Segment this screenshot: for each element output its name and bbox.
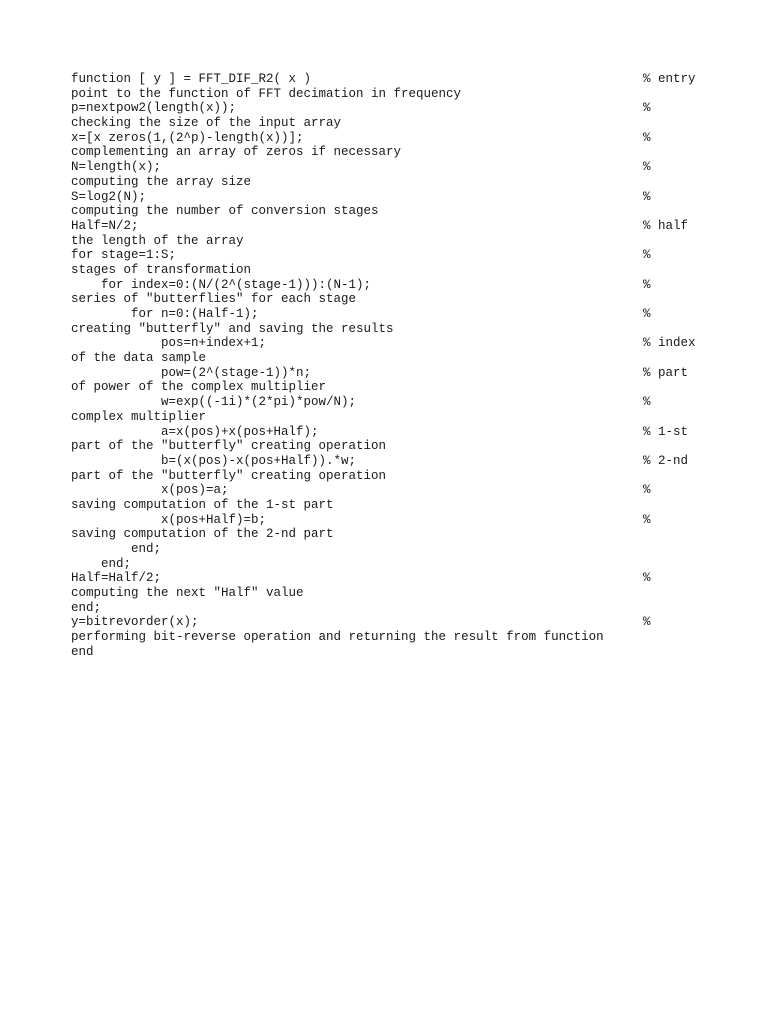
code-text: end; [71, 542, 162, 556]
code-comment: % [643, 189, 651, 204]
code-text: w=exp((-1i)*(2*pi)*pow/N); [71, 395, 357, 410]
code-line [71, 292, 711, 307]
code-line [71, 380, 711, 395]
code-line [71, 322, 711, 337]
code-text: part of the "butterfly" creating operation [71, 468, 387, 483]
code-comment: % half [643, 218, 689, 233]
code-comment: % [643, 483, 651, 498]
code-line [71, 425, 711, 440]
code-comment: % [643, 101, 651, 116]
code-line [71, 366, 711, 381]
code-text: end [71, 644, 94, 659]
code-line [71, 527, 711, 542]
code-text: for n=0:(Half-1); [71, 307, 259, 321]
code-line [71, 571, 711, 586]
code-line [71, 483, 711, 498]
code-text: saving computation of the 2-nd part [71, 527, 334, 542]
code-text: complementing an array of zeros if necessary [71, 145, 402, 160]
code-comment: % [643, 571, 651, 586]
code-comment: % 2-nd [643, 453, 689, 468]
code-line [71, 336, 711, 351]
code-comment: % [643, 615, 651, 630]
code-line [71, 601, 711, 616]
code-line [71, 248, 711, 263]
code-comment: % part [643, 365, 689, 380]
code-comment: % [643, 512, 651, 527]
code-comment: % 1-st [643, 424, 689, 439]
code-text: creating "butterfly" and saving the results [71, 321, 394, 336]
code-text: a=x(pos)+x(pos+Half); [71, 424, 319, 439]
code-line [71, 263, 711, 278]
code-text: S=log2(N); [71, 189, 147, 204]
code-text: computing the number of conversion stages [71, 204, 379, 219]
code-line [71, 204, 711, 219]
code-text: checking the size of the input array [71, 116, 342, 131]
code-text: function [ y ] = FFT_DIF_R2( x ) [71, 72, 312, 86]
code-comment: % [643, 160, 651, 175]
code-line [71, 219, 711, 234]
code-text: stages of transformation [71, 262, 252, 277]
code-text: point to the function of FFT decimation in frequency [71, 86, 462, 101]
code-text: computing the next "Half" value [71, 586, 304, 601]
code-line [71, 278, 711, 293]
code-text: for stage=1:S; [71, 248, 177, 263]
code-line [71, 630, 711, 645]
code-line [71, 234, 711, 249]
code-comment: % index [643, 336, 696, 351]
code-text: p=nextpow2(length(x)); [71, 101, 237, 116]
code-text: pow=(2^(stage-1))*n; [71, 365, 312, 380]
code-line [71, 542, 711, 557]
code-text: end; [71, 600, 102, 615]
code-line [71, 87, 711, 102]
code-comment: % [643, 395, 651, 410]
code-line [71, 454, 711, 469]
code-line [71, 190, 711, 205]
code-line [71, 615, 711, 630]
code-listing [71, 72, 711, 660]
code-line [71, 131, 711, 146]
code-text: b=(x(pos)-x(pos+Half)).*w; [71, 453, 357, 468]
code-comment: % [643, 248, 651, 263]
code-text: of power of the complex multiplier [71, 380, 327, 395]
code-line [71, 307, 711, 322]
code-text: pos=n+index+1; [71, 336, 267, 351]
code-comment: % [643, 307, 651, 321]
code-line [71, 586, 711, 601]
code-text: complex multiplier [71, 409, 207, 424]
code-text: of the data sample [71, 351, 207, 366]
code-line [71, 145, 711, 160]
code-line [71, 351, 711, 366]
code-text: the length of the array [71, 233, 244, 248]
code-line [71, 439, 711, 454]
code-comment: % [643, 277, 651, 292]
code-line [71, 645, 711, 660]
code-text: part of the "butterfly" creating operation [71, 439, 387, 454]
code-text: y=bitrevorder(x); [71, 615, 199, 630]
code-line [71, 513, 711, 528]
code-line [71, 160, 711, 175]
code-line [71, 410, 711, 425]
code-text: x=[x zeros(1,(2^p)-length(x))]; [71, 130, 304, 145]
code-text: x(pos+Half)=b; [71, 512, 267, 527]
code-text: series of "butterflies" for each stage [71, 292, 357, 307]
code-comment: % [643, 130, 651, 145]
code-line [71, 72, 711, 87]
code-line [71, 469, 711, 484]
code-line [71, 175, 711, 190]
code-text: for index=0:(N/(2^(stage-1))):(N-1); [71, 277, 372, 292]
code-text: computing the array size [71, 174, 252, 189]
code-line [71, 116, 711, 131]
code-text: N=length(x); [71, 160, 162, 175]
code-text: x(pos)=a; [71, 483, 229, 498]
code-text: end; [71, 556, 132, 571]
code-line [71, 498, 711, 513]
code-text: Half=N/2; [71, 218, 139, 233]
code-text: Half=Half/2; [71, 571, 162, 586]
code-text: performing bit-reverse operation and returning the result from function [71, 630, 604, 645]
code-text: saving computation of the 1-st part [71, 497, 334, 512]
code-comment: % entry [643, 72, 696, 86]
code-line [71, 395, 711, 410]
code-line [71, 557, 711, 572]
code-line [71, 101, 711, 116]
